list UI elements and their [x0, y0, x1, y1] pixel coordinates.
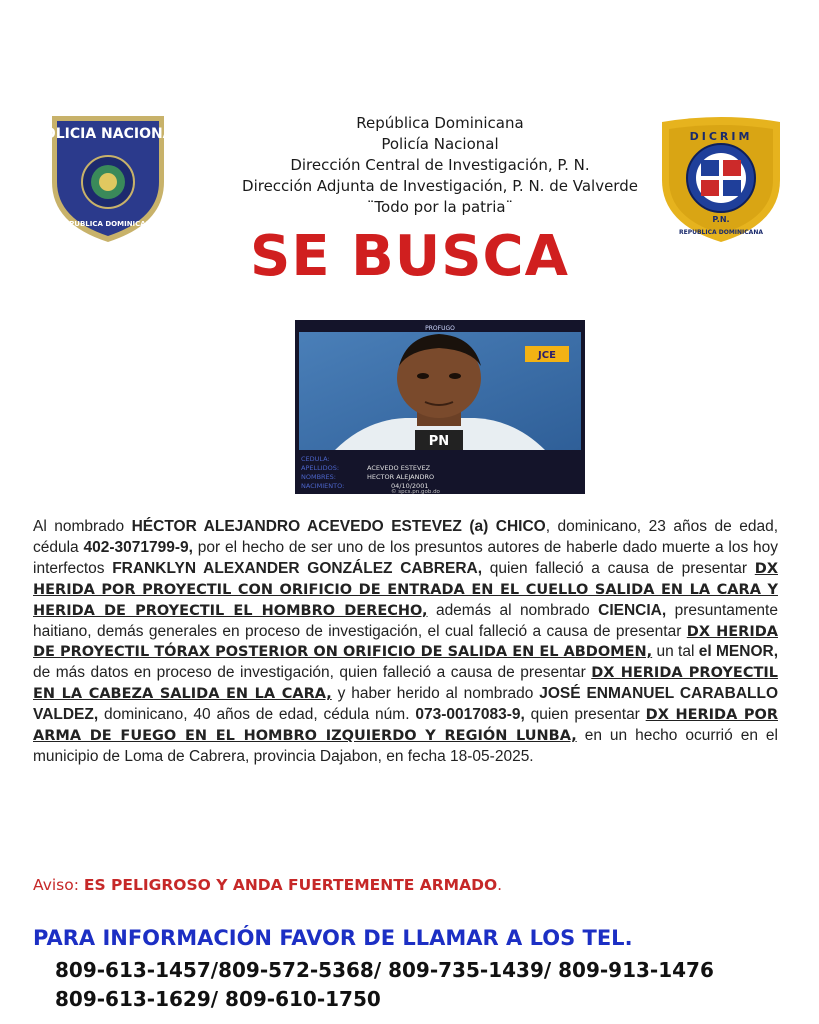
warning-label: Aviso:	[33, 876, 84, 894]
victim-2-diagnosis: DX HERIDA DE PROYECTIL TÓRAX POSTERIOR ON ORIFICIO DE SALIDA EN EL ABDOMEN,	[33, 623, 778, 661]
suspect-name: HÉCTOR ALEJANDRO ACEVEDO ESTEVEZ (a) CHICO	[131, 518, 546, 535]
contact-info-heading: PARA INFORMACIÓN FAVOR DE LLAMAR A LOS TEL.	[33, 926, 633, 950]
warning-notice	[33, 876, 502, 894]
text-segment: por el hecho de ser uno de los presuntos autores de haberle dado muerte a los hoy interfectos	[33, 538, 779, 577]
text-segment: de más datos en proceso de investigación, quien falleció a causa de presentar	[33, 664, 592, 682]
suspect-photo-card	[295, 320, 585, 494]
text-segment: , dominicano, 23 años de edad, cédula	[33, 518, 779, 556]
text-segment: quien falleció a causa de presentar	[482, 559, 755, 577]
badge-text-top: POLICIA NACIONAL	[33, 126, 183, 142]
injured-name: JOSÉ ENMANUEL CARABALLO VALDEZ,	[33, 685, 779, 724]
text-segment: y haber herido al nombrado	[331, 685, 540, 703]
suspect-photo	[295, 320, 585, 494]
text-segment: Al nombrado	[33, 518, 132, 535]
wanted-title: SE BUSCA	[249, 224, 569, 289]
document-header	[200, 113, 680, 218]
field-value-nombres: HECTOR ALEJANDRO	[367, 473, 435, 481]
phone-line-1: 809-613-1457/809-572-5368/ 809-735-1439/ 809-913-1476	[55, 958, 714, 982]
text-segment: presuntamente haitiano, demás generales en proceso de investigación, el cual falleció a causa de presentar	[33, 601, 778, 640]
badge-text-bottom: REPUBLICA DOMINICANA	[58, 220, 158, 228]
text-segment: además al nombrado	[427, 601, 599, 619]
warning-end: .	[497, 876, 503, 894]
case-description	[33, 517, 778, 768]
victim-1-diagnosis: DX HERIDA POR PROYECTIL CON ORIFICIO DE ENTRADA EN EL CUELLO SALIDA EN LA CARA Y HERIDA DE PROYECTIL EL HOMBRO DERECHO,	[33, 560, 778, 619]
text-segment: en un hecho ocurrió en el municipio de Loma de Cabrera, provincia Dajabon, en fecha 18-05-2025.	[33, 727, 778, 765]
victim-3-diagnosis: DX HERIDA PROYECTIL EN LA CABEZA SALIDA EN LA CARA,	[33, 665, 778, 703]
header-adjunct-directorate: Dirección Adjunta de Investigación, P. N. de Valverde	[242, 177, 638, 195]
photo-top-label: PROFUGO	[425, 325, 455, 332]
text-segment: quien presentar	[524, 706, 646, 724]
victim-name-1: FRANKLYN ALEXANDER GONZÁLEZ CABRERA,	[112, 559, 483, 577]
jce-logo: JCE	[538, 350, 556, 361]
phone-numbers	[55, 956, 714, 1014]
field-value-apellidos: ACEVEDO ESTEVEZ	[367, 464, 431, 472]
victim-name-2: CIENCIA,	[598, 601, 667, 619]
injured-diagnosis: DX HERIDA POR ARMA DE FUEGO EN EL HOMBRO IZQUIERDO Y REGIÓN LUNBA,	[33, 707, 778, 745]
text-segment: dominicano, 40 años de edad, cédula núm.	[98, 706, 416, 724]
suspect-id-number: 402-3071799-9,	[83, 538, 193, 556]
field-label-cedula: CEDULA:	[301, 455, 330, 463]
text-segment: un tal	[652, 643, 699, 661]
pn-label: PN	[428, 434, 450, 449]
header-directorate: Dirección Central de Investigación, P. N.	[290, 156, 590, 174]
dicrim-bottom-text: REPUBLICA DOMINICANA	[678, 229, 764, 236]
dicrim-emblem-text: P.N.	[712, 215, 730, 224]
field-label-apellidos: APELLIDOS:	[301, 464, 340, 472]
injured-id-number: 073-0017083-9,	[415, 706, 525, 724]
warning-text: ES PELIGROSO Y ANDA FUERTEMENTE ARMADO	[83, 876, 498, 894]
dicrim-text: DICRIM	[689, 130, 753, 143]
victim-name-3: el MENOR,	[698, 643, 779, 661]
phone-line-2: 809-613-1629/ 809-610-1750	[55, 987, 381, 1011]
field-label-nacimiento: NACIMIENTO:	[301, 482, 345, 490]
header-institution: Policía Nacional	[381, 135, 499, 153]
header-motto: ¨Todo por la patria¨	[366, 198, 514, 216]
photo-footer: © spcs.pn.gob.do	[391, 489, 440, 495]
header-country: República Dominicana	[356, 114, 524, 132]
field-value-nacimiento: 04/10/2001	[391, 482, 429, 490]
field-label-nombres: NOMBRES:	[301, 473, 336, 481]
